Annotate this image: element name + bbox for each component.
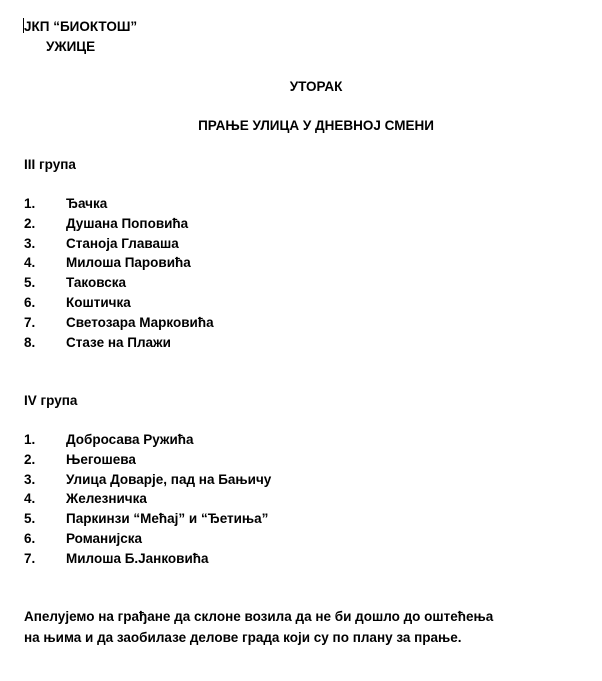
list-item	[24, 470, 271, 490]
item-number: 7.	[24, 314, 36, 330]
appeal-line-2: на њима и да заобилазе делове града који су по плану за прање.	[24, 630, 462, 645]
list-item	[24, 214, 214, 234]
street-name: Ђачка	[66, 196, 108, 211]
group-iii-street-list	[24, 194, 214, 352]
list-item	[24, 273, 214, 293]
list-item	[24, 333, 214, 353]
street-name: Добросава Ружића	[66, 432, 194, 447]
street-name: Улица Доварје, пад на Бањичу	[66, 471, 272, 487]
list-item	[24, 313, 214, 333]
list-item	[24, 194, 214, 214]
item-number: 5.	[24, 511, 36, 527]
item-number: 4.	[24, 255, 36, 271]
day-heading: УТОРАК	[289, 79, 343, 94]
list-item	[24, 509, 271, 529]
item-number: 2.	[24, 215, 36, 231]
item-number: 1.	[24, 432, 36, 447]
street-name: Паркинзи “Мећај” и “Ђетиња”	[66, 511, 269, 527]
street-name: Коштичка	[66, 294, 131, 310]
street-name: Таковска	[66, 275, 126, 291]
item-number: 4.	[24, 491, 36, 507]
street-name: Стазе на Плажи	[66, 334, 171, 350]
street-name: Душана Поповића	[66, 215, 189, 231]
item-number: 1.	[24, 196, 36, 211]
group-iv-title: IV група	[24, 393, 78, 408]
list-item	[24, 430, 271, 450]
street-name: Станоја Главаша	[66, 235, 179, 251]
item-number: 2.	[24, 451, 36, 467]
group-iv-street-list	[24, 430, 271, 569]
list-item	[24, 234, 214, 254]
street-name: Романијска	[66, 530, 143, 546]
list-item	[24, 529, 271, 549]
list-item	[24, 489, 271, 509]
item-number: 5.	[24, 275, 36, 291]
organization-city: УЖИЦЕ	[46, 39, 96, 54]
appeal-line-1: Апелујемо на грађане да склоне возила да не би дошло до оштећења	[24, 609, 494, 624]
group-iii-title: III група	[24, 157, 76, 172]
list-item	[24, 253, 214, 273]
street-name: Милоша Паровића	[66, 255, 191, 271]
list-item	[24, 293, 214, 313]
item-number: 7.	[24, 550, 36, 566]
street-name: Железничка	[66, 491, 147, 507]
street-name: Светозара Марковића	[66, 314, 214, 330]
organization-name: ЈКП “БИОКТОШ”	[24, 19, 138, 34]
street-name: Милоша Б.Јанковића	[66, 550, 209, 566]
item-number: 3.	[24, 235, 36, 251]
street-name: Његошева	[66, 451, 136, 467]
document-subtitle: ПРАЊЕ УЛИЦА У ДНЕВНОЈ СМЕНИ	[198, 118, 434, 133]
item-number: 8.	[24, 334, 36, 350]
list-item	[24, 450, 271, 470]
organization-header	[24, 17, 137, 57]
item-number: 6.	[24, 530, 36, 546]
public-appeal	[24, 606, 594, 648]
item-number: 6.	[24, 294, 36, 310]
item-number: 3.	[24, 471, 36, 487]
list-item	[24, 549, 271, 569]
